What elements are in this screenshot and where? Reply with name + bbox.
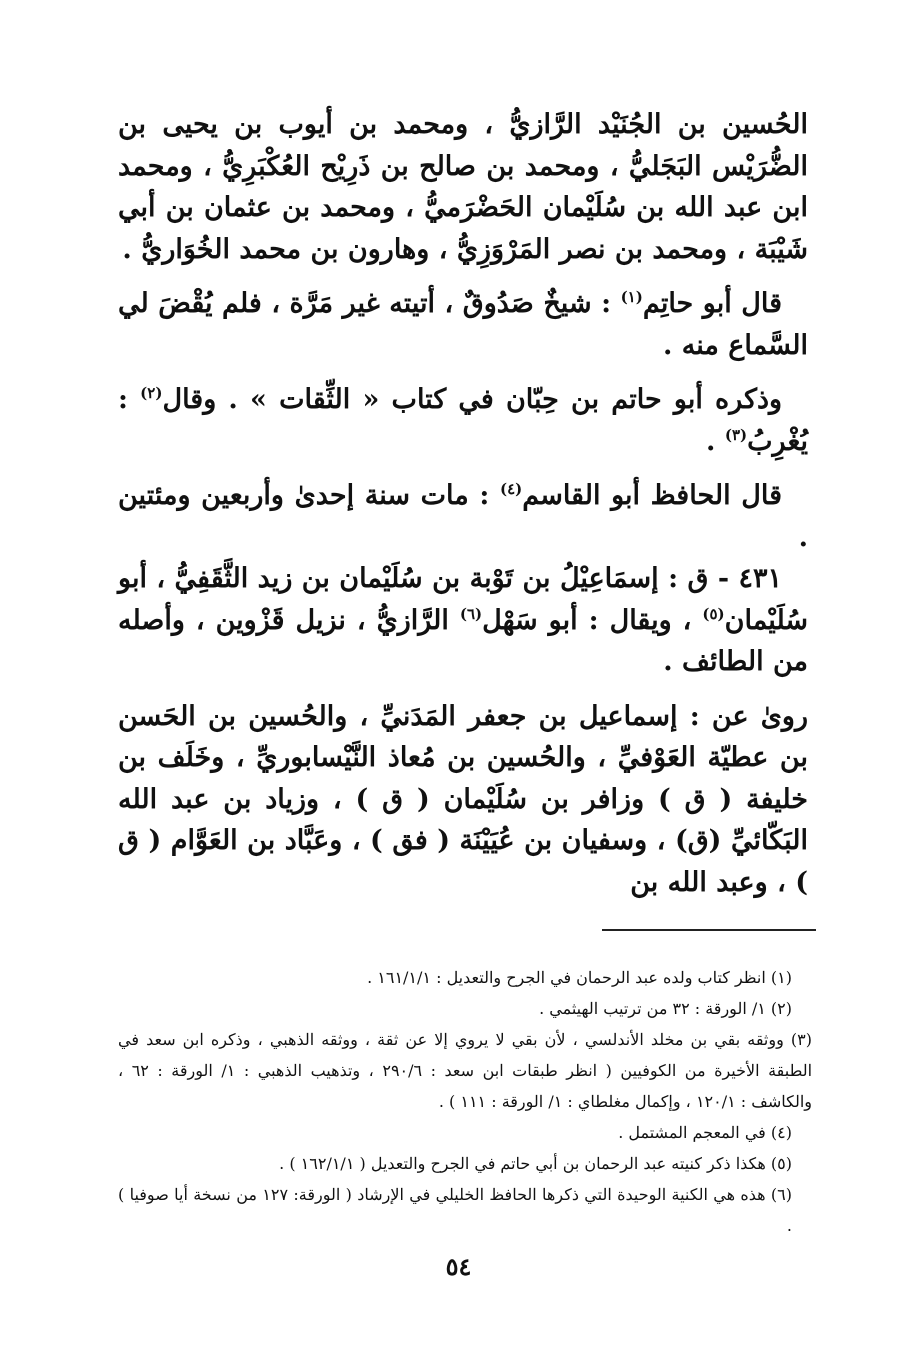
footnote-4: (٤) في المعجم المشتمل .	[618, 1123, 792, 1142]
page-number: ٥٤	[445, 1252, 472, 1281]
entry-431-text-a: إسمَاعِيْلُ بن تَوْبة بن سُلَيْمان بن زيد الثَّقَفِيُّ ، أبو سُلَيْمان	[118, 563, 809, 636]
footnote-6: (٦) هذه هي الكنية الوحيدة التي ذكرها الحافظ الخليلي في الإرشاد ( الورقة: ١٢٧ من نسخة أيا صوفيا ) .	[118, 1185, 793, 1235]
paragraph-ibn-hibban-text-c: .	[706, 425, 725, 457]
paragraph-ibn-hibban	[118, 379, 808, 462]
paragraph-abu-al-qasim-text-b: : مات سنة إحدىٰ وأربعين ومئتين .	[118, 480, 808, 553]
paragraph-abu-hatim	[118, 283, 808, 366]
footnote-divider	[602, 929, 816, 931]
footnote-ref-1[interactable]: (١)	[620, 288, 643, 306]
footnote-5: (٥) هكذا ذكر كنيته عبد الرحمان بن أبي حاتم في الجرح والتعديل ( ١٦٢/١/١ ) .	[279, 1154, 792, 1173]
footnote-ref-6[interactable]: (٦)	[459, 604, 483, 623]
paragraph-narrated-from-text: رویٰ عن : إسماعيل بن جعفر المَدَنيِّ ، والحُسين بن الحَسن بن عطيّة العَوْفيِّ ، والحُسين بن مُعاذ النَّيْسابوريِّ ، وخَلَف بن خليفة ( ق ) وزافر بن سُلَيْمان ( ق ) ، وزياد بن عبد الله البَكّائيِّ (ق) ، وسفيان بن عُيَيْنَة ( فق ) ، وعَبَّاد بن العَوَّام ( ق ) ، وعبد الله بن	[118, 700, 808, 898]
entry-431-text-b: ، ويقال : أبو سَهْل	[482, 604, 703, 636]
footnote-3: (٣) ووثقه بقي بن مخلد الأندلسي ، لأن بقي لا يروي إلا عن ثقة ، ووثقه الذهبي ، وذكره ابن سعد في الطبقة الأخيرة من الكوفيين ( انظر طبقات ابن سعد : ٢٩٠/٦ ، وتذهيب الذهبي : ١/ الورقة : ٦٢ ، والكاشف : ١٢٠/١ ، وإكمال مغلطاي : ١/ الورقة : ١١١ ) .	[118, 1030, 813, 1111]
paragraph-abu-hatim-text-b: : شيخٌ صَدُوقٌ ، أتيته غير مَرَّة ، فلم يُقْضَ لي السَّماع منه .	[118, 288, 808, 361]
footnotes	[118, 962, 812, 1241]
footnote-ref-3[interactable]: (٣)	[724, 425, 748, 444]
entry-number: ٤٣١ - ق :	[658, 563, 782, 594]
paragraph-abu-al-qasim	[118, 475, 808, 558]
paragraph-abu-hatim-text-a: قال أبو حاتِم	[642, 288, 782, 319]
entry-431-text-c: الرَّازيُّ ، نزيل قَزْوين ، وأصله من الطائف .	[118, 604, 808, 677]
paragraph-narrators-text: الحُسين بن الجُنَيْد الرَّازيُّ ، ومحمد بن أيوب بن يحيى بن الضُّرَيْس البَجَليُّ ، ومحمد بن صالح بن ذَرِيْح العُكْبَرِيُّ ، ومحمد ابن عبد الله بن سُلَيْمان الحَضْرَميُّ ، ومحمد بن عثمان بن أبي شَيْبَة ، ومحمد بن نصر المَرْوَزِيُّ ، وهارون بن محمد الخُوَاريُّ .	[118, 109, 808, 265]
main-text	[118, 104, 808, 916]
footnote-ref-2[interactable]: (٢)	[140, 384, 163, 402]
paragraph-narrators	[118, 104, 808, 270]
paragraph-ibn-hibban-text-b: : يُغْرِبُ	[118, 384, 808, 457]
footnote-ref-5[interactable]: (٥)	[702, 604, 725, 623]
footnote-ref-4[interactable]: (٤)	[499, 480, 523, 498]
footnote-2: (٢) ١/ الورقة : ٣٢ من ترتيب الهيثمي .	[539, 999, 792, 1018]
entry-431	[118, 558, 808, 683]
footnote-1: (١) انظر كتاب ولده عبد الرحمان في الجرح والتعديل : ١٦١/١/١ .	[367, 968, 792, 987]
paragraph-ibn-hibban-text-a: وذكره أبو حاتم بن حِبّان في كتاب « الثِّقات » . وقال	[162, 384, 783, 415]
paragraph-narrated-from	[118, 696, 808, 904]
paragraph-abu-al-qasim-text-a: قال الحافظ أبو القاسم	[522, 480, 782, 511]
